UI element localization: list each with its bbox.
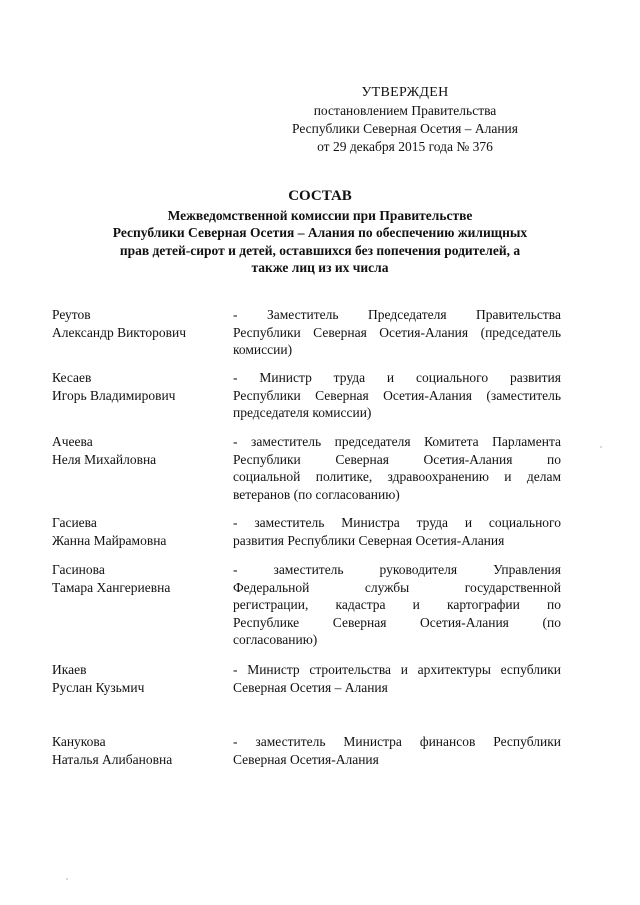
member-role <box>233 306 561 359</box>
member-given-name: Жанна Майрамовна <box>52 532 167 548</box>
role-line: Республики Северная Осетия-Алания по <box>233 451 561 467</box>
member-surname: Кесаев <box>52 370 92 385</box>
approval-date-line: от 29 декабря 2015 года № 376 <box>317 139 493 154</box>
role-line: Северная Осетия – Алания <box>233 679 388 695</box>
document-heading <box>60 188 580 277</box>
member-surname: Канукова <box>52 734 106 749</box>
heading-line-3: прав детей-сирот и детей, оставшихся без попечения родителей, а <box>119 242 521 258</box>
member-name <box>52 306 227 341</box>
member-name <box>52 561 227 596</box>
role-line: - заместитель руководителя Управления <box>233 562 561 577</box>
heading-line-4: также лиц из их числа <box>251 260 389 275</box>
role-line: социальной политике, здравоохранению и делам <box>233 469 561 484</box>
member-surname: Ачеева <box>52 434 93 449</box>
role-line: - заместитель председателя Комитета Парламента <box>233 434 561 449</box>
role-line: ветеранов (по согласованию) <box>233 486 400 502</box>
member-surname: Икаев <box>52 662 87 677</box>
scan-speck <box>600 446 602 448</box>
member-role <box>233 733 561 768</box>
role-line: - Министр строительства и архитектуры еспублики <box>233 662 561 677</box>
role-line: председателя комиссии) <box>233 405 372 420</box>
member-name <box>52 661 227 696</box>
approval-line-2: Республики Северная Осетия – Алания <box>292 121 518 136</box>
role-line: - заместитель Министра финансов Республики <box>233 734 561 749</box>
member-role <box>233 433 561 503</box>
member-given-name: Тамара Хангериевна <box>52 579 171 595</box>
role-line: - Заместитель Председателя Правительства <box>233 307 561 322</box>
approval-title: УТВЕРЖДЕН <box>361 85 449 100</box>
role-line: Республике Северная Осетия-Алания (по <box>233 614 561 630</box>
member-given-name: Руслан Кузьмич <box>52 679 145 695</box>
role-line: комиссии) <box>233 342 293 357</box>
member-given-name: Неля Михайловна <box>52 451 157 467</box>
member-given-name: Александр Викторович <box>52 324 187 340</box>
role-line: Республики Северная Осетия-Алания (заместитель <box>233 387 561 403</box>
member-name <box>52 369 227 404</box>
heading-line-2: Республики Северная Осетия – Алания по обеспечению жилищных <box>112 225 528 240</box>
member-name <box>52 733 227 768</box>
member-surname: Гасиева <box>52 515 97 530</box>
member-role <box>233 369 561 422</box>
role-line: - заместитель Министра труда и социального <box>233 515 561 530</box>
member-name <box>52 514 227 549</box>
member-surname: Гасинова <box>52 562 105 577</box>
member-role <box>233 561 561 649</box>
approval-stamp <box>270 84 540 156</box>
role-line: развития Республики Северная Осетия-Алания <box>233 532 505 548</box>
member-name <box>52 433 227 468</box>
role-line: - Министр труда и социального развития <box>233 370 561 385</box>
role-line: Северная Осетия-Алания <box>233 751 379 767</box>
member-surname: Реутов <box>52 307 91 322</box>
heading-line-1: Межведомственной комиссии при Правительстве <box>167 207 473 223</box>
scan-speck <box>66 878 68 880</box>
member-given-name: Игорь Владимирович <box>52 387 176 403</box>
member-given-name: Наталья Алибановна <box>52 751 173 767</box>
member-role <box>233 661 561 696</box>
document-title: СОСТАВ <box>288 188 352 204</box>
member-role <box>233 514 561 549</box>
role-line: регистрации, кадастра и картографии по <box>233 597 561 612</box>
role-line: Федеральной службы государственной <box>233 579 561 595</box>
role-line: согласованию) <box>233 632 318 647</box>
role-line: Республики Северная Осетия-Алания (председатель <box>233 324 561 340</box>
approval-line-1: постановлением Правительства <box>313 103 497 118</box>
